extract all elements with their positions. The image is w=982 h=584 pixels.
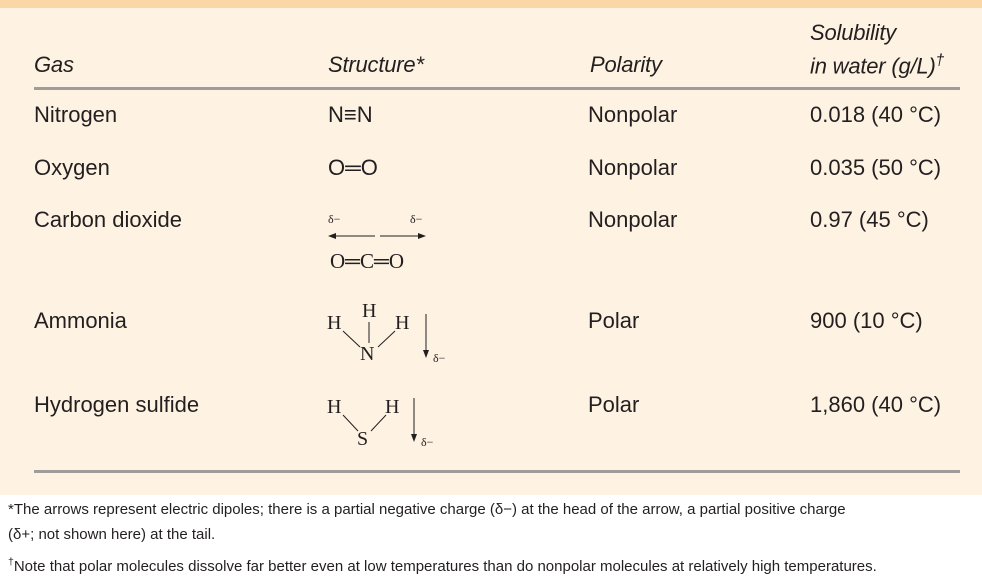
row-nitrogen-gas: Nitrogen: [34, 102, 118, 127]
row-nitrogen-solubility: 0.018 (40 °C): [810, 102, 942, 127]
row-oxygen-gas: Oxygen: [34, 155, 110, 180]
row-oxygen-polarity: Nonpolar: [588, 155, 678, 180]
co2-dipole-right-label: δ−: [410, 212, 423, 226]
bottom-rule: [34, 470, 960, 473]
h2s-h-right: H: [385, 396, 400, 418]
row-ammonia-gas: Ammonia: [34, 308, 127, 333]
header-gas: Gas: [34, 52, 74, 77]
row-h2s-solubility: 1,860 (40 °C): [810, 392, 942, 417]
h2s-dipole-label: δ−: [421, 435, 434, 449]
ammonia-n-atom: N: [360, 343, 375, 365]
row-ammonia-solubility: 900 (10 °C): [810, 308, 923, 333]
ammonia-h-top: H: [362, 300, 377, 322]
ammonia-h-left: H: [327, 312, 342, 334]
footnote-polarity: [8, 556, 877, 575]
row-co2-polarity: Nonpolar: [588, 207, 678, 232]
header-solubility-mark: †: [935, 52, 944, 69]
footnote-polarity-mark: †: [8, 556, 14, 568]
footnote-dipole: *The arrows represent electric dipoles; there is a partial negative charge (δ−) at the head of the arrow, a partial positive charge: [8, 501, 846, 518]
row-co2-structure: O═C═O: [330, 249, 405, 273]
row-co2-gas: Carbon dioxide: [34, 207, 182, 232]
row-h2s-polarity: Polar: [588, 392, 640, 417]
row-h2s-gas: Hydrogen sulfide: [34, 392, 200, 417]
header-structure-label: Structure: [328, 52, 416, 77]
row-nitrogen-structure: N≡N: [328, 102, 373, 127]
co2-dipole-left-label: δ−: [328, 212, 341, 226]
h2s-h-left: H: [327, 396, 342, 418]
ammonia-h-right: H: [395, 312, 410, 334]
footnote-polarity-text: Note that polar molecules dissolve far better even at low temperatures than do nonpolar molecules at relatively high temperatures.: [13, 558, 877, 575]
row-co2-solubility: 0.97 (45 °C): [810, 207, 929, 232]
header-polarity: Polarity: [590, 52, 662, 77]
h2s-s-atom: S: [357, 428, 369, 450]
footnote-dipole-continued: (δ+; not shown here) at the tail.: [8, 526, 216, 543]
row-nitrogen-polarity: Nonpolar: [588, 102, 678, 127]
header-structure-mark: *: [415, 52, 424, 77]
ammonia-dipole-label: δ−: [433, 351, 446, 365]
row-ammonia-polarity: Polar: [588, 308, 640, 333]
header-solubility-line1: Solubility: [810, 20, 897, 45]
header-solubility-label: in water (g/L): [810, 53, 936, 79]
row-oxygen-solubility: 0.035 (50 °C): [810, 155, 942, 180]
row-oxygen-structure: O═O: [328, 155, 378, 180]
